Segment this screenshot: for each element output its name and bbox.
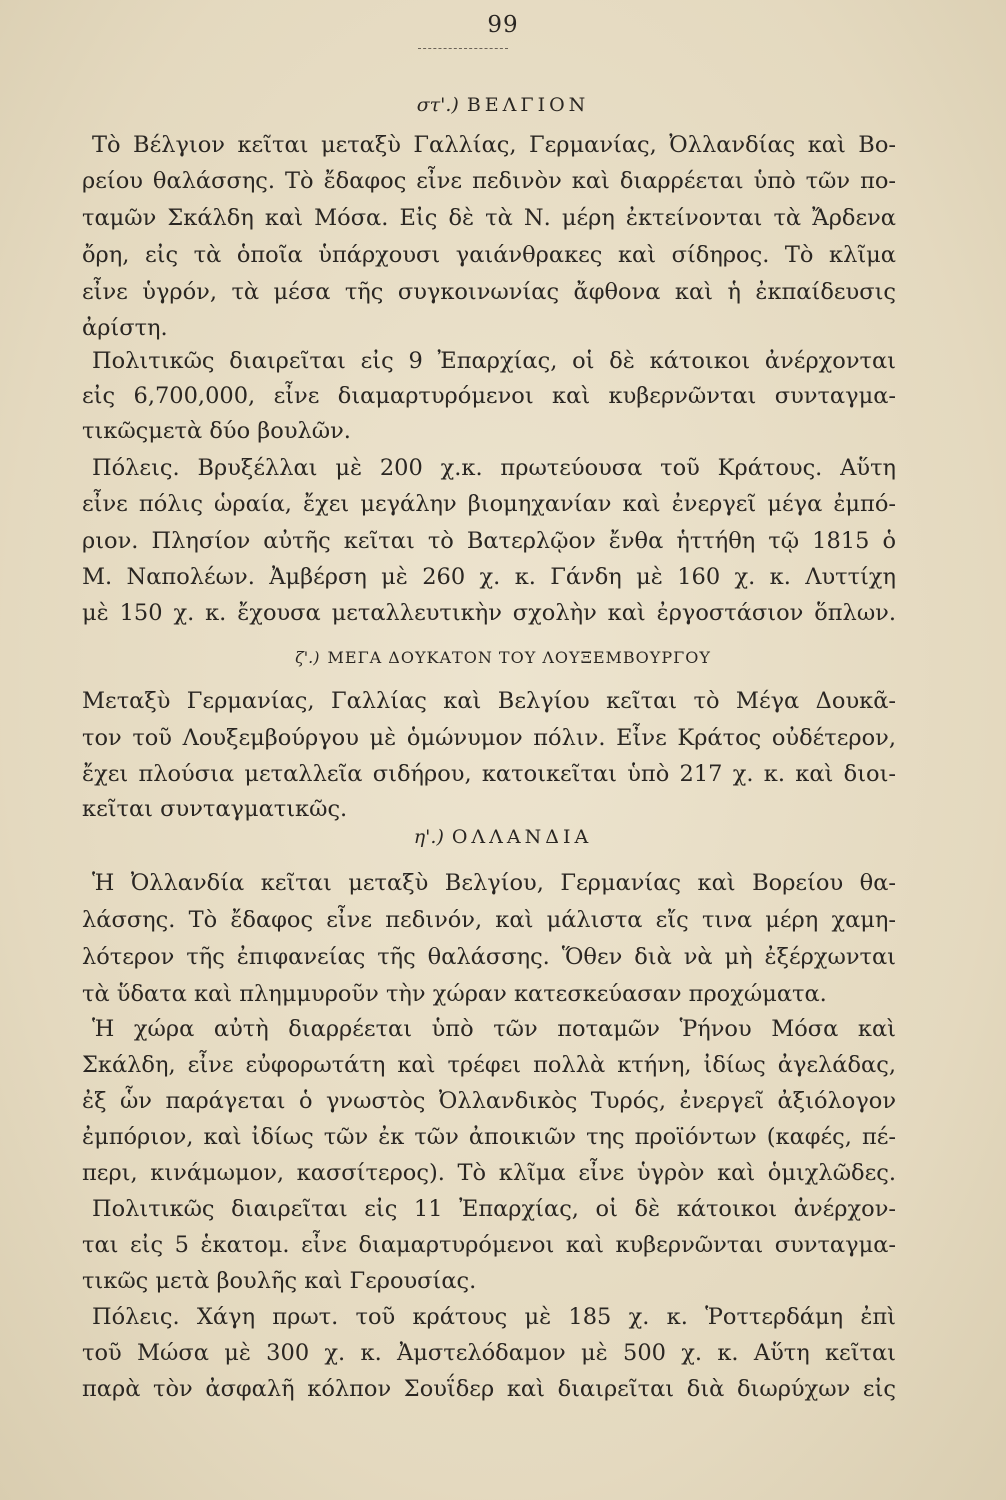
text-line: ἀρίστη. — [82, 315, 168, 341]
text-line: τικῶςμετὰ δύο βουλῶν. — [82, 418, 351, 444]
text-line: Πολιτικῶς διαιρεῖται εἰς 11 Ἐπαρχίας, οἱ δὲ κάτοικοι ἀνέρχον- — [92, 1196, 896, 1222]
page-number: 99 — [487, 12, 519, 38]
text-line: ὄρη, εἰς τὰ ὁποῖα ὑπάρχουσι γαιάνθρακες καὶ σίδηρος. Τὸ κλῖμα — [82, 242, 896, 268]
section-heading-belgium — [0, 94, 1006, 116]
text-line: ἔχει πλούσια μεταλλεῖα σιδήρου, κατοικεῖται ὑπὸ 217 χ. κ. καὶ διοι- — [82, 761, 896, 787]
section-heading-number: η'.) — [413, 826, 444, 848]
text-line: παρὰ τὸν ἀσφαλῆ κόλπον Σουΐδερ καὶ διαιρεῖται διὰ διωρύχων εἰς — [82, 1376, 896, 1402]
text-line: κεῖται συνταγματικῶς. — [82, 796, 348, 822]
text-line: τον τοῦ Λουξεμβούργου μὲ ὁμώνυμον πόλιν. Εἶνε Κράτος οὐδέτερον, — [82, 725, 896, 751]
text-line: λότερον τῆς ἐπιφανείας τῆς θαλάσσης. Ὅθεν διὰ νὰ μὴ ἐξέρχωνται — [82, 944, 896, 970]
text-line: εἶνε ὑγρόν, τὰ μέσα τῆς συγκοινωνίας ἄφθονα καὶ ἡ ἐκπαίδευσις — [82, 279, 896, 305]
text-line: Πόλεις. Βρυξέλλαι μὲ 200 χ.κ. πρωτεύουσα τοῦ Κράτους. Αὕτη — [92, 455, 896, 481]
text-line: Μ. Ναπολέων. Ἀμβέρση μὲ 260 χ. κ. Γάνδη μὲ 160 χ. κ. Λυττίχη — [82, 564, 896, 590]
text-line: ρείου θαλάσσης. Τὸ ἔδαφος εἶνε πεδινὸν καὶ διαρρέεται ὑπὸ τῶν πο- — [82, 168, 896, 194]
text-line: ἐμπόριον, καὶ ἰδίως τῶν ἐκ τῶν ἀποικιῶν της προϊόντων (καφές, πέ- — [82, 1124, 896, 1150]
text-line: ταμῶν Σκάλδη καὶ Μόσα. Εἰς δὲ τὰ Ν. μέρη ἐκτείνονται τὰ Ἄρδενα — [82, 205, 896, 231]
text-line: ἐξ ὧν παράγεται ὁ γνωστὸς Ὀλλανδικὸς Τυρός, ἐνεργεῖ ἀξιόλογον — [82, 1088, 896, 1114]
page-number-rule — [418, 48, 508, 49]
section-heading-title: ΒΕΛΓΙΟΝ — [466, 94, 590, 116]
text-line: τικῶς μετὰ βουλῆς καὶ Γερουσίας. — [82, 1268, 477, 1294]
text-line: Ἡ Ὀλλανδία κεῖται μεταξὺ Βελγίου, Γερμανίας καὶ Βορείου θα- — [92, 870, 896, 896]
text-line: Πολιτικῶς διαιρεῖται εἰς 9 Ἐπαρχίας, οἱ δὲ κάτοικοι ἀνέρχονται — [92, 348, 896, 374]
section-heading-netherlands — [0, 826, 1006, 848]
text-line: ριον. Πλησίον αὐτῆς κεῖται τὸ Βατερλῷον ἔνθα ἡττήθη τῷ 1815 ὁ — [82, 528, 896, 554]
section-heading-title: ΜΕΓΑ ΔΟΥΚΑΤΟΝ ΤΟΥ ΛΟΥΞΕΜΒΟΥΡΓΟΥ — [327, 648, 711, 667]
section-heading-number: στ'.) — [416, 94, 459, 116]
text-line: μὲ 150 χ. κ. ἔχουσα μεταλλευτικὴν σχολὴν καὶ ἐργοστάσιον ὅπλων. — [82, 600, 896, 626]
text-line: τοῦ Μώσα μὲ 300 χ. κ. Ἀμστελόδαμον μὲ 500 χ. κ. Αὕτη κεῖται — [82, 1340, 896, 1366]
text-line: Σκάλδη, εἶνε εὐφορωτάτη καὶ τρέφει πολλὰ κτήνη, ἰδίως ἀγελάδας, — [82, 1052, 896, 1078]
text-line: Τὸ Βέλγιον κεῖται μεταξὺ Γαλλίας, Γερμανίας, Ὀλλανδίας καὶ Βο- — [92, 132, 896, 158]
text-line: ται εἰς 5 ἑκατομ. εἶνε διαμαρτυρόμενοι καὶ κυβερνῶνται συνταγμα- — [82, 1232, 896, 1258]
section-heading-title: ΟΛΛΑΝΔΙΑ — [451, 826, 593, 848]
text-line: Πόλεις. Χάγη πρωτ. τοῦ κράτους μὲ 185 χ. κ. Ῥοττερδάμη ἐπὶ — [92, 1304, 896, 1330]
section-heading-luxembourg — [0, 648, 1006, 667]
text-line: λάσσης. Τὸ ἔδαφος εἶνε πεδινόν, καὶ μάλιστα εἴς τινα μέρη χαμη- — [82, 907, 896, 933]
section-heading-number: ζ'.) — [295, 648, 320, 667]
text-line: Μεταξὺ Γερμανίας, Γαλλίας καὶ Βελγίου κεῖται τὸ Μέγα Δουκᾶ- — [82, 688, 896, 714]
text-line: εἶνε πόλις ὡραία, ἔχει μεγάλην βιομηχανίαν καὶ ἐνεργεῖ μέγα ἐμπό- — [82, 491, 896, 517]
text-line: εἰς 6,700,000, εἶνε διαμαρτυρόμενοι καὶ κυβερνῶνται συνταγμα- — [82, 383, 896, 409]
text-line: Ἡ χώρα αὐτὴ διαρρέεται ὑπὸ τῶν ποταμῶν Ῥήνου Μόσα καὶ — [92, 1016, 896, 1042]
text-line: περι, κινάμωμον, κασσίτερος). Τὸ κλῖμα εἶνε ὑγρὸν καὶ ὁμιχλῶδες. — [82, 1160, 896, 1186]
text-line: τὰ ὕδατα καὶ πλημμυροῦν τὴν χώραν κατεσκεύασαν προχώματα. — [82, 981, 827, 1007]
